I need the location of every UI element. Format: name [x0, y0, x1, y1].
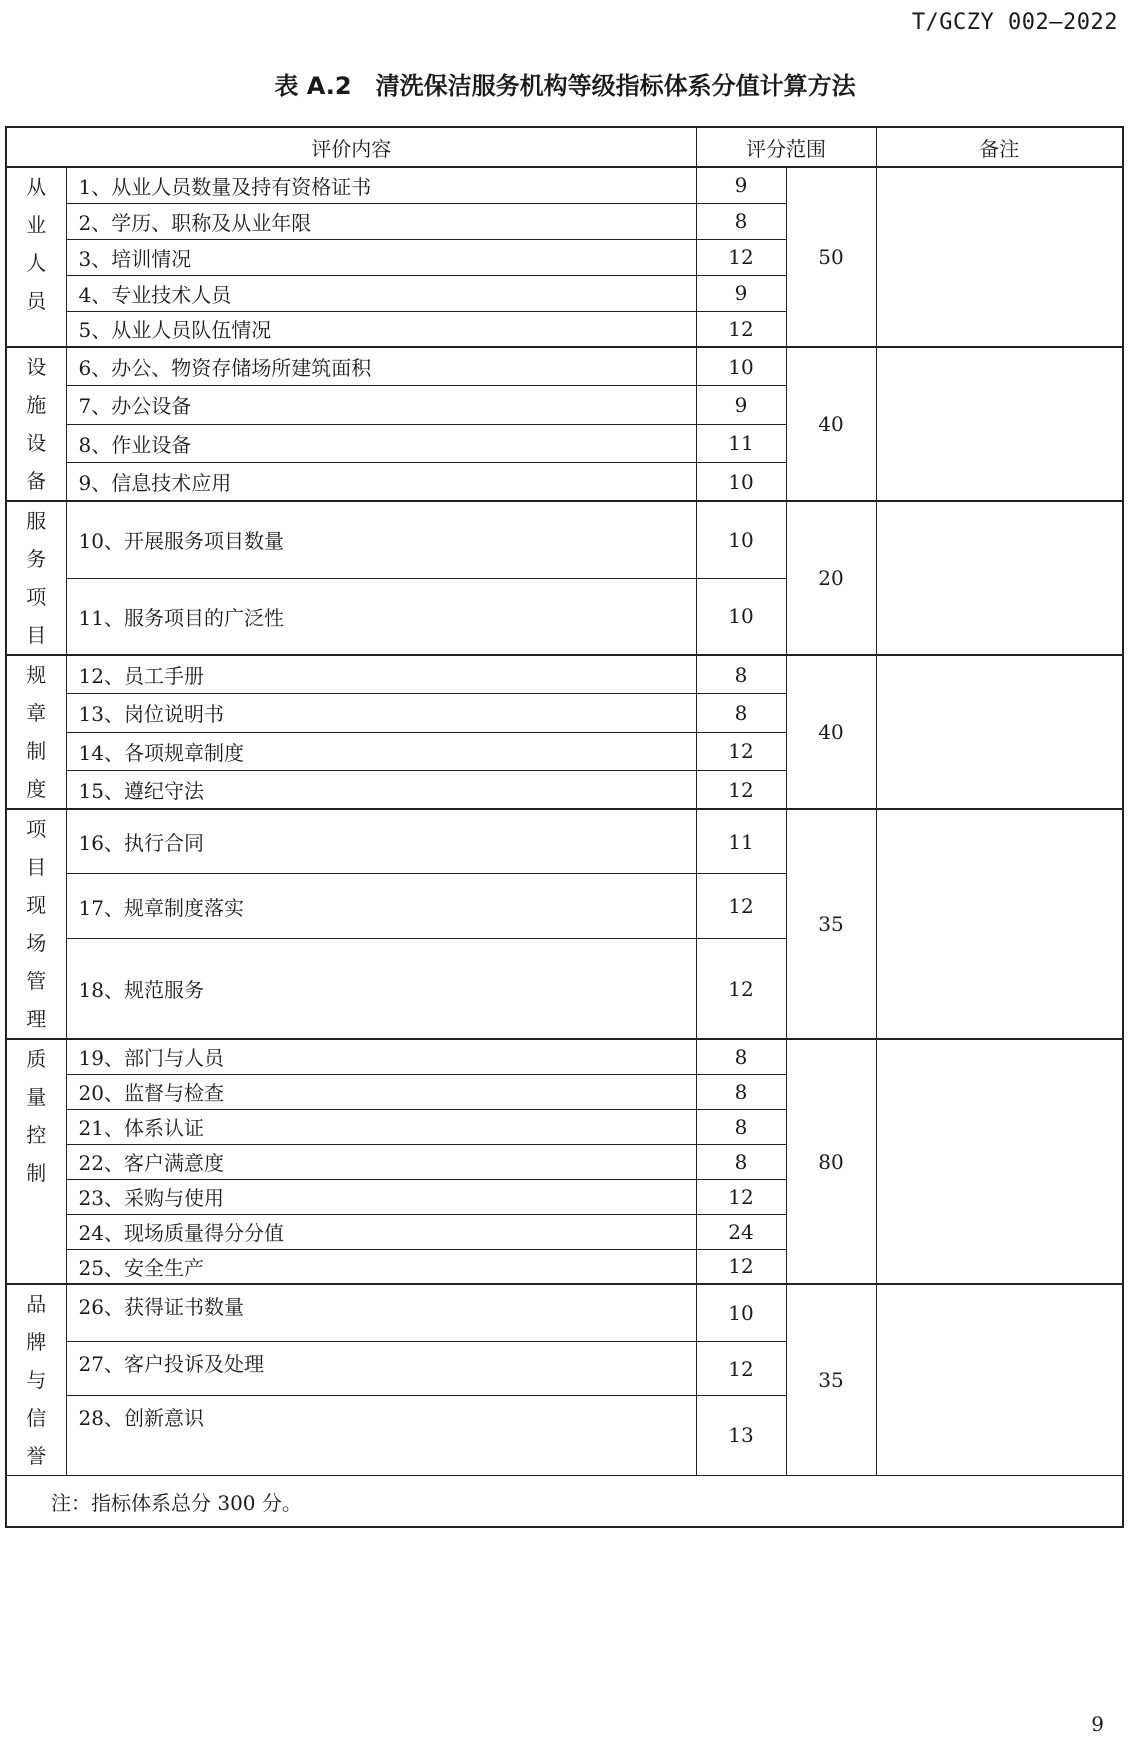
group-total: 50 [786, 167, 876, 347]
item-score: 8 [696, 1039, 786, 1074]
group-total: 40 [786, 347, 876, 501]
group-total: 35 [786, 809, 876, 1039]
category-label: 质 量 控 制 [26, 1047, 47, 1185]
item-score: 8 [696, 655, 786, 694]
document-code: T/GCZY 002—2022 [911, 10, 1118, 35]
item-score: 8 [696, 1074, 786, 1109]
item-label: 10、开展服务项目数量 [66, 501, 696, 578]
item-score: 10 [696, 347, 786, 386]
table-row [6, 655, 1123, 694]
item-score: 8 [696, 1109, 786, 1144]
category-cell [6, 655, 66, 809]
category-cell [6, 1039, 66, 1284]
item-label: 17、规章制度落实 [66, 874, 696, 939]
remarks-cell [876, 1039, 1123, 1284]
column-header-remarks: 备注 [876, 127, 1123, 167]
group-total: 35 [786, 1284, 876, 1476]
column-header-content: 评价内容 [6, 127, 696, 167]
item-score: 12 [696, 1342, 786, 1395]
item-score: 10 [696, 578, 786, 655]
page-number: 9 [1091, 1712, 1104, 1736]
item-label: 23、采购与使用 [66, 1179, 696, 1214]
group-total: 40 [786, 655, 876, 809]
item-label: 14、各项规章制度 [66, 732, 696, 771]
item-label: 24、现场质量得分分值 [66, 1214, 696, 1249]
item-label: 21、体系认证 [66, 1109, 696, 1144]
item-score: 12 [696, 239, 786, 275]
remarks-cell [876, 809, 1123, 1039]
item-label: 26、获得证书数量 [66, 1284, 696, 1342]
item-label: 13、岗位说明书 [66, 694, 696, 733]
category-cell [6, 347, 66, 501]
category-label: 设 施 设 备 [26, 355, 47, 493]
item-label: 22、客户满意度 [66, 1144, 696, 1179]
item-label: 12、员工手册 [66, 655, 696, 694]
category-cell [6, 501, 66, 655]
item-label: 1、从业人员数量及持有资格证书 [66, 167, 696, 203]
item-score: 12 [696, 732, 786, 771]
item-score: 12 [696, 939, 786, 1040]
item-score: 11 [696, 424, 786, 463]
table-row [6, 347, 1123, 386]
item-score: 13 [696, 1395, 786, 1475]
item-label: 18、规范服务 [66, 939, 696, 1040]
item-label: 7、办公设备 [66, 386, 696, 425]
table-id: 表 A.2 [274, 72, 352, 100]
item-label: 5、从业人员队伍情况 [66, 311, 696, 347]
table-row [6, 1039, 1123, 1074]
table-body [6, 167, 1123, 1476]
remarks-cell [876, 655, 1123, 809]
item-score: 12 [696, 771, 786, 810]
category-label: 从 业 人 员 [26, 175, 47, 313]
item-score: 8 [696, 694, 786, 733]
item-label: 15、遵纪守法 [66, 771, 696, 810]
item-label: 28、创新意识 [66, 1395, 696, 1475]
category-cell [6, 1284, 66, 1476]
group-total: 80 [786, 1039, 876, 1284]
column-header-score-range: 评分范围 [696, 127, 876, 167]
table-header-row [6, 127, 1123, 167]
remarks-cell [876, 347, 1123, 501]
item-score: 10 [696, 501, 786, 578]
footnote-row [6, 1476, 1123, 1528]
category-cell [6, 167, 66, 347]
remarks-cell [876, 1284, 1123, 1476]
item-score: 12 [696, 874, 786, 939]
item-score: 12 [696, 1249, 786, 1284]
item-score: 12 [696, 1179, 786, 1214]
item-label: 9、信息技术应用 [66, 463, 696, 502]
item-score: 9 [696, 167, 786, 203]
item-score: 8 [696, 1144, 786, 1179]
item-score: 8 [696, 203, 786, 239]
category-label: 项 目 现 场 管 理 [26, 817, 47, 1031]
item-score: 10 [696, 1284, 786, 1342]
table-row [6, 1284, 1123, 1342]
item-score: 9 [696, 386, 786, 425]
category-label: 品 牌 与 信 誉 [26, 1292, 47, 1468]
item-label: 3、培训情况 [66, 239, 696, 275]
item-label: 11、服务项目的广泛性 [66, 578, 696, 655]
remarks-cell [876, 501, 1123, 655]
table-row [6, 167, 1123, 203]
group-total: 20 [786, 501, 876, 655]
table-title [0, 66, 1130, 101]
item-label: 8、作业设备 [66, 424, 696, 463]
item-score: 12 [696, 311, 786, 347]
item-label: 20、监督与检查 [66, 1074, 696, 1109]
item-score: 24 [696, 1214, 786, 1249]
item-score: 9 [696, 275, 786, 311]
item-label: 19、部门与人员 [66, 1039, 696, 1074]
item-label: 6、办公、物资存储场所建筑面积 [66, 347, 696, 386]
table-row [6, 501, 1123, 578]
item-label: 27、客户投诉及处理 [66, 1342, 696, 1395]
item-label: 4、专业技术人员 [66, 275, 696, 311]
item-score: 10 [696, 463, 786, 502]
item-label: 25、安全生产 [66, 1249, 696, 1284]
table-row [6, 809, 1123, 874]
table-title-text: 清洗保洁服务机构等级指标体系分值计算方法 [375, 72, 856, 100]
item-label: 16、执行合同 [66, 809, 696, 874]
item-label: 2、学历、职称及从业年限 [66, 203, 696, 239]
remarks-cell [876, 167, 1123, 347]
item-score: 11 [696, 809, 786, 874]
footnote: 注：指标体系总分 300 分。 [6, 1476, 1123, 1528]
category-label: 规 章 制 度 [26, 663, 47, 801]
scoring-table [5, 126, 1124, 1528]
category-cell [6, 809, 66, 1039]
category-label: 服 务 项 目 [26, 509, 47, 647]
